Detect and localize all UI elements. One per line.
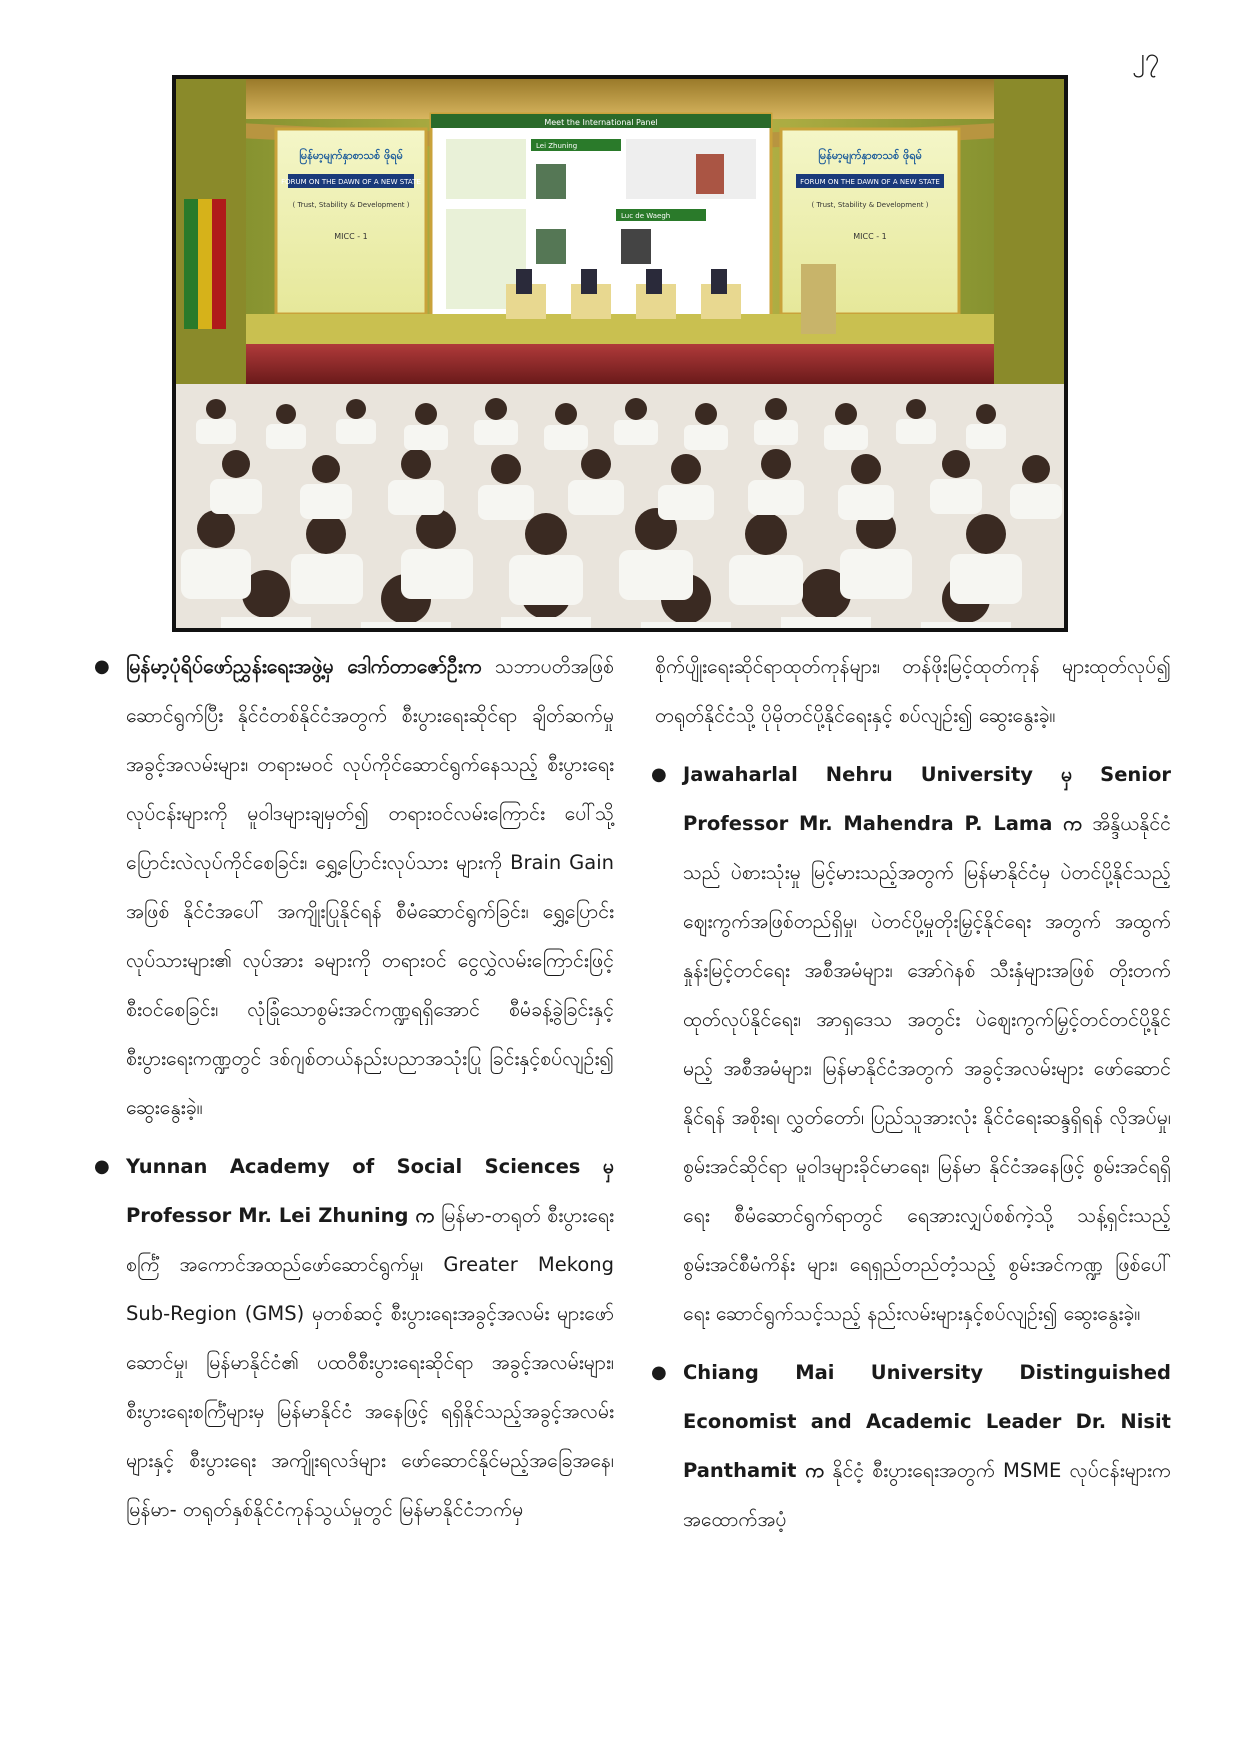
- bullet-item-zaw-oo: [94, 642, 614, 1132]
- center-speaker-a: Lei Zhuning: [536, 142, 578, 150]
- bullet-icon: ●: [94, 1156, 110, 1177]
- right-screen-title: မြန်မာ့မျက်နှာစာသစ် ဖိုရမ်: [818, 149, 922, 162]
- left-screen-tagline: ( Trust, Stability & Development ): [292, 201, 410, 209]
- right-screen-subtitle: FORUM ON THE DAWN OF A NEW STATE: [800, 178, 940, 186]
- bullet-item-mahendra-lama: [651, 750, 1171, 1338]
- right-screen-tagline: ( Trust, Stability & Development ): [811, 201, 929, 209]
- bullet-icon: ●: [651, 764, 667, 785]
- bullet-item-nisit-panthamit: [651, 1348, 1171, 1544]
- conference-photo: [172, 75, 1068, 632]
- speaker-name: Yunnan Academy of Social Sciences မှ Professor Mr. Lei Zhuning က: [126, 1155, 614, 1227]
- bullet-item-lei-zhuning: [94, 1142, 614, 1534]
- item-text: မြန်မာ-တရုတ် စီးပွားရေးစင်္ကြံ အကောင်အထည်ဖော်ဆောင်ရွက်မှု၊ Greater Mekong Sub-Region (GMS) မှတစ်ဆင့် စီးပွားရေးအခွင့်အလမ်း များဖော်ဆောင်မှု၊ မြန်မာနိုင်ငံ၏ ပထဝီစီးပွားရေးဆိုင်ရာ အခွင့်အလမ်းများ၊ စီးပွားရေးစင်္ကြံများမှ မြန်မာနိုင်ငံ အနေဖြင့် ရရှိနိုင်သည့်အခွင့်အလမ်းများနှင့် စီးပွားရေး အကျိုးရလဒ်များ ဖော်ဆောင်နိုင်မည့်အခြေအနေ၊ မြန်မာ- တရုတ်နှစ်နိုင်ငံကုန်သွယ်မှုတွင် မြန်မာနိုင်ငံဘက်မှ: [126, 1204, 614, 1521]
- speaker-name: Jawaharlal Nehru University မှ Senior Professor Mr. Mahendra P. Lama က: [683, 763, 1171, 835]
- right-screen-venue: MICC - 1: [853, 232, 887, 241]
- right-column: [651, 642, 1171, 1554]
- item-text: သဘာပတိအဖြစ် ဆောင်ရွက်ပြီး နိုင်ငံတစ်နိုင်ငံအတွက် စီးပွားရေးဆိုင်ရာ ချိတ်ဆက်မှုအခွင့်အလမ်းများ၊ တရားမဝင် လုပ်ကိုင်ဆောင်ရွက်နေသည့် စီးပွားရေး လုပ်ငန်းများကို မူဝါဒများချမှတ်၍ တရားဝင်လမ်းကြောင်း ပေါ်သို့ ပြောင်းလဲလုပ်ကိုင်စေခြင်း၊ ရွှေ့ပြောင်းလုပ်သား များကို Brain Gain အဖြစ် နိုင်ငံအပေါ် အကျိုးပြုနိုင်ရန် စီမံဆောင်ရွက်ခြင်း၊ ရွှေ့ပြောင်းလုပ်သားများ၏ လုပ်အား ခများကို တရားဝင် ငွေလွှဲလမ်းကြောင်းဖြင့် စီးဝင်စေခြင်း၊ လုံခြုံသောစွမ်းအင်ကဏ္ဍရရှိအောင် စီမံခန့်ခွဲခြင်းနှင့် စီးပွားရေးကဏ္ဍတွင် ဒစ်ဂျစ်တယ်နည်းပညာအသုံးပြု ခြင်းနှင့်စပ်လျဉ်း၍ ဆွေးနွေးခဲ့။: [126, 655, 614, 1119]
- left-screen-subtitle: FORUM ON THE DAWN OF A NEW STATE: [281, 178, 421, 186]
- speaker-name: မြန်မာ့ပုံရိပ်ဖော်ညွှန်းရေးအဖွဲ့မှ ဒေါက်တာဇော်ဦးက: [126, 655, 482, 678]
- item-text: အိန္ဒိယနိုင်ငံသည် ပဲစားသုံးမှု မြင့်မားသည့်အတွက် မြန်မာနိုင်ငံမှ ပဲတင်ပို့နိုင်သည့် ဈေးကွက်အဖြစ်တည်ရှိမှု၊ ပဲတင်ပို့မှုတိုးမြှင့်နိုင်ရေး အတွက် အထွက်နှုန်းမြင့်တင်ရေး အစီအမံများ၊ အော်ဂဲနစ် သီးနှံများအဖြစ် တိုးတက်ထုတ်လုပ်နိုင်ရေး၊ အာရှဒေသ အတွင်း ပဲဈေးကွက်မြှင့်တင်တင်ပို့နိုင်မည့် အစီအမံများ၊ မြန်မာနိုင်ငံအတွက် အခွင့်အလမ်းများ ဖော်ဆောင်နိုင်ရန် အစိုးရ၊ လွှတ်တော်၊ ပြည်သူအားလုံး နိုင်ငံရေးဆန္ဒရှိရန် လိုအပ်မှု၊ စွမ်းအင်ဆိုင်ရာ မူဝါဒများခိုင်မာရေး၊ မြန်မာ နိုင်ငံအနေဖြင့် စွမ်းအင်ရရှိရေး စီမံဆောင်ရွက်ရာတွင် ရေအားလျှပ်စစ်ကဲ့သို့ သန့်ရှင်းသည့် စွမ်းအင်စီမံကိန်း များ၊ ရေရှည်တည်တံ့သည့် စွမ်းအင်ကဏ္ဍ ဖြစ်ပေါ်ရေး ဆောင်ရွက်သင့်သည့် နည်းလမ်းများနှင့်စပ်လျဉ်း၍ ဆွေးနွေးခဲ့။: [683, 812, 1171, 1325]
- item-text: နိုင်ငံ့ စီးပွားရေးအတွက် MSME လုပ်ငန်းများက အထောက်အပံ့: [683, 1459, 1171, 1531]
- continued-paragraph: စိုက်ပျိုးရေးဆိုင်ရာထုတ်ကုန်များ၊ တန်ဖိုးမြင့်ထုတ်ကုန် များထုတ်လုပ်၍ တရုတ်နိုင်ငံသို့ ပိုမိုတင်ပို့နိုင်ရေးနှင့် စပ်လျဉ်း၍ ဆွေးနွေးခဲ့။: [655, 655, 1171, 727]
- left-screen-venue: MICC - 1: [334, 232, 368, 241]
- page-number: ၂၇: [1132, 43, 1160, 73]
- left-screen-title: မြန်မာ့မျက်နှာစာသစ် ဖိုရမ်: [299, 149, 403, 162]
- left-column: [94, 642, 614, 1544]
- bullet-icon: ●: [651, 1362, 667, 1383]
- speaker-name: Chiang Mai University Distinguished Economist and Academic Leader Dr. Nisit Panthamit က: [683, 1361, 1171, 1482]
- center-speaker-b: Luc de Waegh: [621, 212, 671, 220]
- center-screen-heading: Meet the International Panel: [544, 118, 658, 127]
- conference-photo-icon: [176, 79, 1064, 628]
- bullet-icon: ●: [94, 656, 110, 677]
